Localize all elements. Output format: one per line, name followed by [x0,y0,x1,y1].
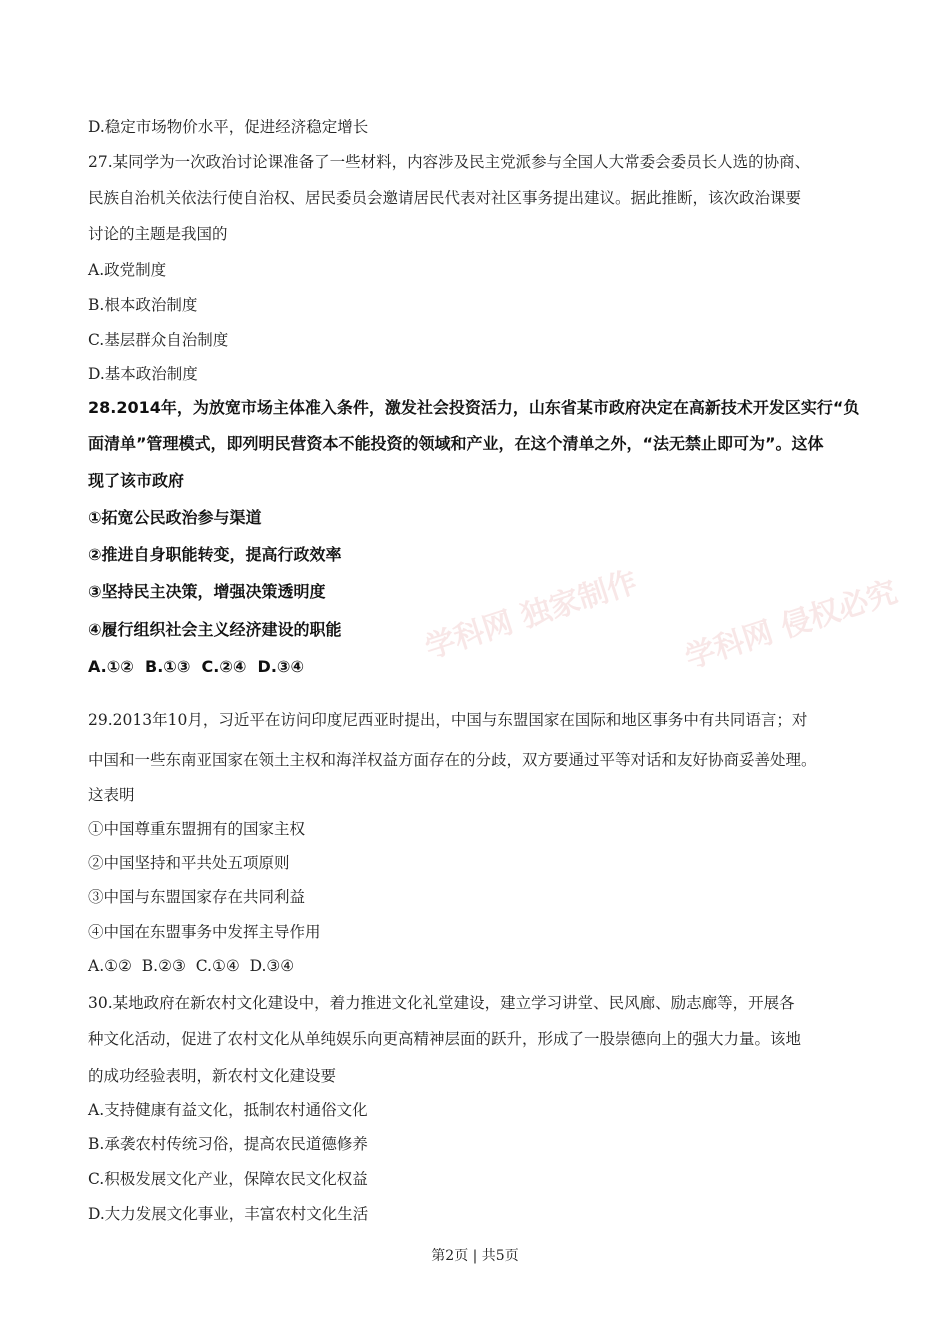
q28-statement: ②推进自身职能转变，提高行政效率 [88,545,342,564]
q29-stem: 29.2013年10月，习近平在访问印度尼西亚时提出，中国与东盟国家在国际和地区事务中有共同语言；对 [88,711,808,729]
q27-option-c: C.基层群众自治制度 [88,331,229,349]
q28-statement: ③坚持民主决策，增强决策透明度 [88,582,326,601]
q30-option-a: A.支持健康有益文化，抵制农村通俗文化 [88,1101,368,1119]
q28-statement: ④履行组织社会主义经济建设的职能 [88,620,342,639]
q28-stem: 面清单”管理模式，即列明民营资本不能投资的领域和产业，在这个清单之外，“法无禁止即可为”。这体 [88,434,824,453]
q27-stem: 27.某同学为一次政治讨论课准备了一些材料，内容涉及民主党派参与全国人大常委会委员长人选的协商、 [88,153,811,171]
q28-answers: A.①② B.①③ C.②④ D.③④ [88,657,305,676]
watermark: 学科网 独家制作 [421,564,642,667]
q28-stem: 现了该市政府 [88,471,185,490]
q29-statement: ④中国在东盟事务中发挥主导作用 [88,923,321,941]
watermark: 学科网 侵权必究 [681,574,902,677]
q30-stem: 30.某地政府在新农村文化建设中，着力推进文化礼堂建设，建立学习讲堂、民风廊、励志廊等，开展各 [88,994,795,1012]
q29-stem: 中国和一些东南亚国家在领土主权和海洋权益方面存在的分歧，双方要通过平等对话和友好协商妥善处理。 [88,751,817,769]
q30-option-b: B.承袭农村传统习俗，提高农民道德修养 [88,1135,368,1153]
q29-answers: A.①② B.②③ C.①④ D.③④ [88,957,295,975]
q30-stem: 种文化活动，促进了农村文化从单纯娱乐向更高精神层面的跃升，形成了一股崇德向上的强大力量。该地 [88,1030,802,1048]
q29-statement: ②中国坚持和平共处五项原则 [88,854,290,872]
q28-stem: 28.2014年，为放宽市场主体准入条件，激发社会投资活力，山东省某市政府决定在高新技术开发区实行“负 [88,398,860,417]
q30-option-d: D.大力发展文化事业，丰富农村文化生活 [88,1205,369,1223]
q27-option-d: D.基本政治制度 [88,365,198,383]
page-footer: 第2页 | 共5页 [431,1248,519,1264]
q27-stem: 民族自治机关依法行使自治权、居民委员会邀请居民代表对社区事务提出建议。据此推断，该次政治课要 [88,189,802,207]
q29-statement: ③中国与东盟国家存在共同利益 [88,888,306,906]
q27-option-a: A.政党制度 [88,261,167,279]
q27-option-b: B.根本政治制度 [88,296,198,314]
q30-option-c: C.积极发展文化产业，保障农民文化权益 [88,1170,368,1188]
q26-option-d: D.稳定市场物价水平，促进经济稳定增长 [88,118,369,136]
q28-statement: ①拓宽公民政治参与渠道 [88,508,262,527]
q27-stem: 讨论的主题是我国的 [88,225,228,243]
q30-stem: 的成功经验表明，新农村文化建设要 [88,1067,337,1085]
q29-statement: ①中国尊重东盟拥有的国家主权 [88,820,306,838]
q29-stem: 这表明 [88,786,135,804]
